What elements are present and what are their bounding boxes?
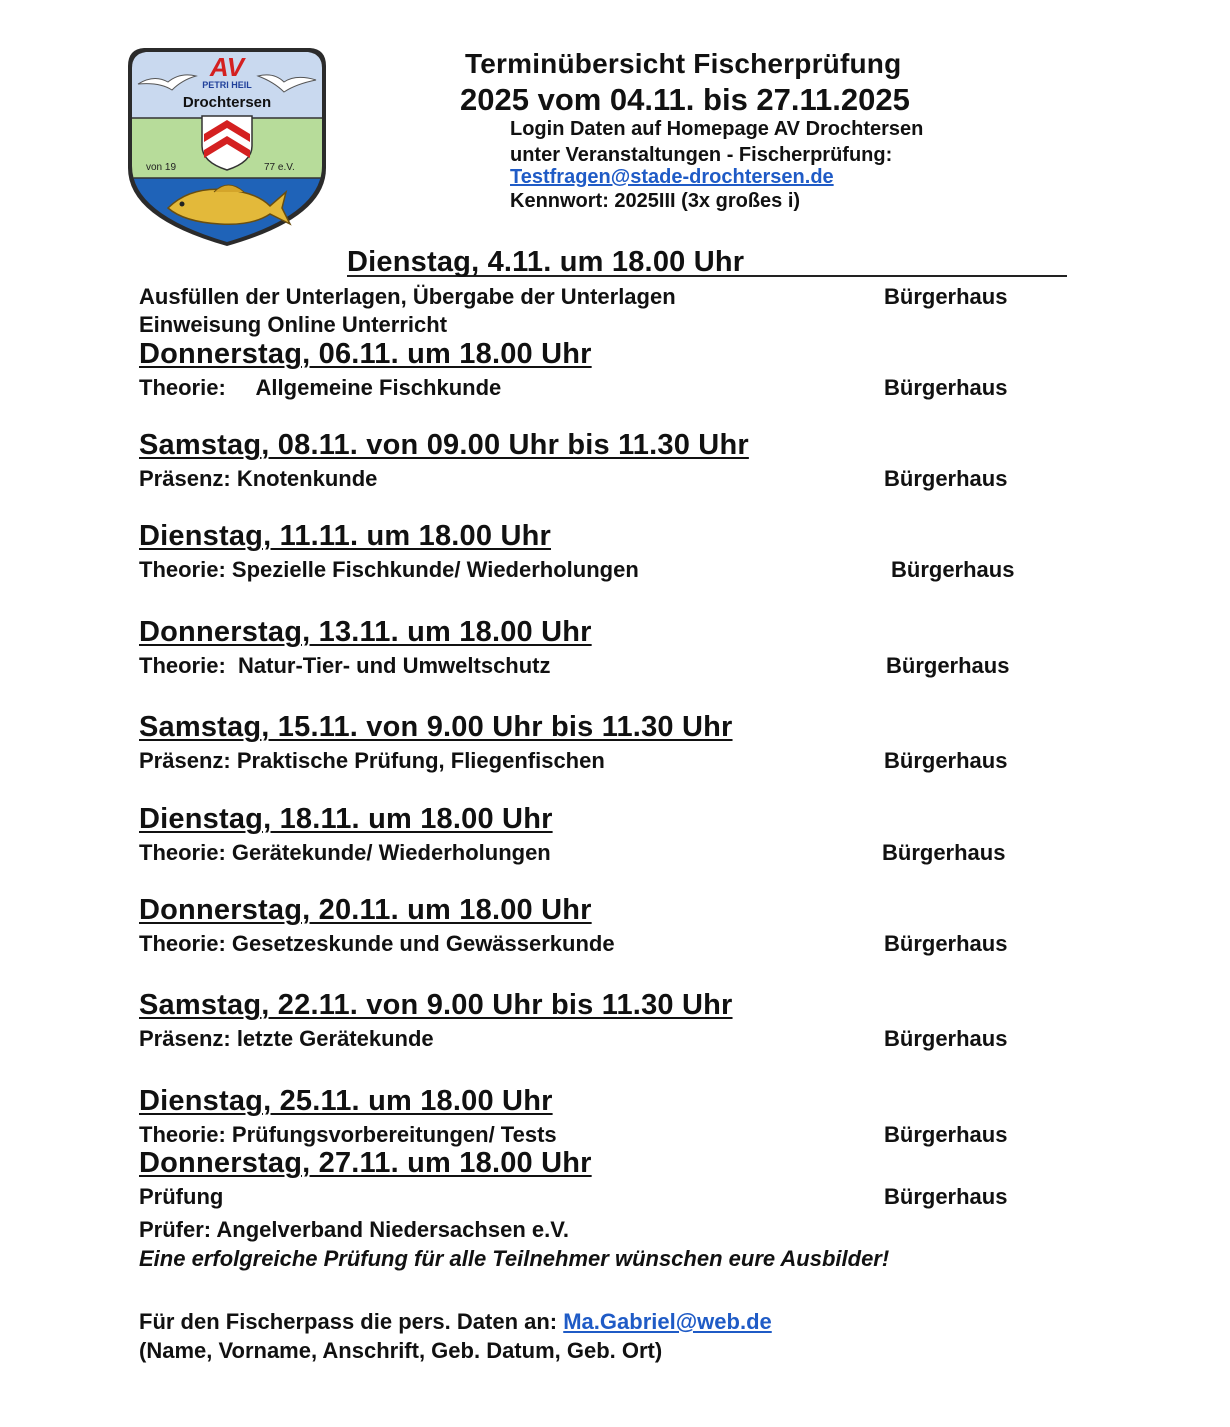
entry-text: Prüfung: [139, 1184, 224, 1209]
entry-location: Bürgerhaus: [884, 1026, 1008, 1051]
entry-location: Bürgerhaus: [891, 557, 1015, 582]
login-info-line2: unter Veranstaltungen - Fischerprüfung:: [510, 144, 893, 166]
day-heading: Dienstag, 25.11. um 18.00 Uhr: [139, 1085, 553, 1117]
fischerpass-text: Für den Fischerpass die pers. Daten an:: [139, 1309, 564, 1334]
club-crest-logo: [124, 46, 330, 246]
entry-location: Bürgerhaus: [884, 466, 1008, 491]
day-heading: Donnerstag, 06.11. um 18.00 Uhr: [139, 338, 592, 370]
login-password-line: Kennwort: 2025III (3x großes i): [510, 190, 801, 212]
entry-location: Bürgerhaus: [884, 748, 1008, 773]
day-heading: Donnerstag, 20.11. um 18.00 Uhr: [139, 894, 592, 926]
entry-location: Bürgerhaus: [884, 931, 1008, 956]
day-heading: Samstag, 15.11. von 9.00 Uhr bis 11.30 Uhr: [139, 711, 733, 743]
day-heading: Donnerstag, 27.11. um 18.00 Uhr: [139, 1147, 592, 1179]
logo-av-text: AV: [209, 52, 245, 82]
entry-text: Einweisung Online Unterricht: [139, 312, 448, 337]
entry-location: Bürgerhaus: [884, 1184, 1008, 1209]
entry-text: Präsenz: letzte Gerätekunde: [139, 1026, 434, 1051]
entry-location: Bürgerhaus: [884, 375, 1008, 400]
document-title-line2: 2025 vom 04.11. bis 27.11.2025: [460, 82, 910, 117]
entry-text: Theorie: Allgemeine Fischkunde: [139, 375, 502, 400]
document-title-line1: Terminübersicht Fischerprüfung: [465, 48, 902, 79]
entry-text: Theorie: Gesetzeskunde und Gewässerkunde: [139, 931, 615, 956]
entry-text: Präsenz: Knotenkunde: [139, 466, 378, 491]
logo-year-left: von 19: [146, 162, 177, 173]
day-heading: Dienstag, 18.11. um 18.00 Uhr: [139, 803, 553, 835]
logo-year-right: 77 e.V.: [264, 162, 295, 173]
entry-location: Bürgerhaus: [882, 840, 1006, 865]
entry-text: Theorie: Natur-Tier- und Umweltschutz: [139, 653, 551, 678]
login-email-line: [510, 166, 834, 189]
entry-text: Präsenz: Praktische Prüfung, Fliegenfischen: [139, 748, 605, 773]
day-heading: Dienstag, 4.11. um 18.00 Uhr: [347, 246, 745, 278]
day-heading: Donnerstag, 13.11. um 18.00 Uhr: [139, 616, 592, 648]
fischerpass-fields: (Name, Vorname, Anschrift, Geb. Datum, Geb. Ort): [139, 1338, 663, 1363]
entry-text: Theorie: Prüfungsvorbereitungen/ Tests: [139, 1122, 557, 1147]
entry-text: Ausfüllen der Unterlagen, Übergabe der Unterlagen: [139, 284, 676, 309]
logo-petri-heil-text: PETRI HEIL: [202, 80, 252, 90]
logo-town-text: Drochtersen: [182, 94, 272, 111]
entry-text: Theorie: Gerätekunde/ Wiederholungen: [139, 840, 551, 865]
login-info-line1: Login Daten auf Homepage AV Drochtersen: [510, 118, 924, 140]
day-heading: Dienstag, 11.11. um 18.00 Uhr: [139, 520, 551, 552]
entry-location: Bürgerhaus: [886, 653, 1010, 678]
fischerpass-email-link[interactable]: Ma.Gabriel@web.de: [563, 1309, 772, 1334]
examiner-text: Prüfer: Angelverband Niedersachsen e.V.: [139, 1217, 569, 1242]
entry-text: Theorie: Spezielle Fischkunde/ Wiederholungen: [139, 557, 639, 582]
entry-location: Bürgerhaus: [884, 284, 1008, 309]
login-email-link[interactable]: Testfragen@stade-drochtersen.de: [510, 166, 834, 188]
day-heading: Samstag, 08.11. von 09.00 Uhr bis 11.30 Uhr: [139, 429, 749, 461]
day-heading: Samstag, 22.11. von 9.00 Uhr bis 11.30 Uhr: [139, 989, 733, 1021]
entry-location: Bürgerhaus: [884, 1122, 1008, 1147]
wish-text: Eine erfolgreiche Prüfung für alle Teilnehmer wünschen eure Ausbilder!: [139, 1246, 890, 1271]
fischerpass-line: [139, 1309, 772, 1335]
